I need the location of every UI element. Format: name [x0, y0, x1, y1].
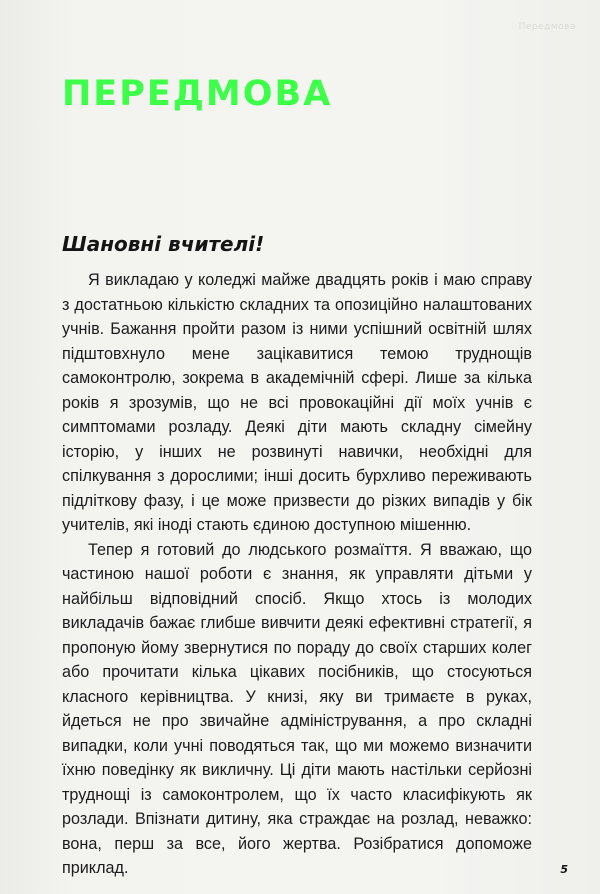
body-text — [62, 268, 532, 881]
greeting-subheading: Шановні вчителі! — [62, 232, 265, 256]
chapter-title: ПЕРЕДМОВА — [62, 74, 333, 114]
paragraph-2: Тепер я готовий до людського розмаїття. Я вважаю, що частиною нашої роботи є знання, як управляти дітьми у найбільш відповідний спосіб. Якщо хтось із молодих викладачів бажає глибше вивчити деякі ефективні стратегії, я пропоную йому звернутися по пораду до своїх старших колег або прочитати кілька цікавих посібників, що стосуються класного керівництва. У книзі, яку ви тримаєте в руках, йдеться не про звичайне адміністрування, а про складні випадки, коли учні поводяться так, що ми можемо визначити їхню поведінку як викличну. Ці діти мають настільки серйозні труднощі із самоконтролем, що їх часто класифікують як розлади. Впізнати дитину, яка страждає на розлад, неважко: вона, перш за все, його жертва. Розібратися допоможе приклад. — [62, 540, 532, 877]
paragraph-1: Я викладаю у коледжі майже двадцять років і маю справу з достатньою кількістю складних та опозиційно налаштованих учнів. Бажання пройти разом із ними успішний освітній шлях підштовхнуло мене зацікавитися темою труднощів самоконтролю, зокрема в академічній сфері. Лише за кілька років я зрозумів, що не всі провокаційні дії моїх учнів є симптомами розладу. Деякі діти мають складну сімейну історію, у інших не розвинуті навички, необхідні для спілкування з дорослими; інші досить бурхливо переживають підліткову фазу, і це може призвести до різких випадів у бік учителів, які іноді стають єдиною доступною мішенню. — [62, 271, 532, 534]
running-head: Передмова — [518, 22, 576, 32]
page-number: 5 — [560, 863, 568, 876]
